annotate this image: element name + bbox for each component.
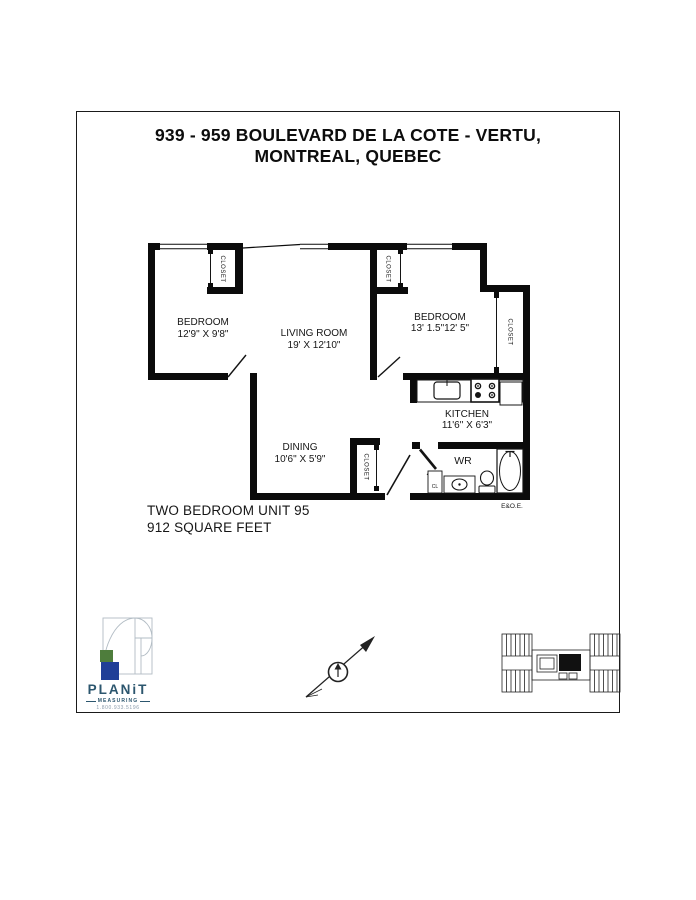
kitchen-name: KITCHEN — [445, 409, 489, 420]
logo-blue-square — [101, 662, 119, 680]
title-line1: 939 - 959 BOULEVARD DE LA COTE - VERTU, — [154, 125, 542, 145]
vanity-sink — [444, 476, 475, 493]
bedroom-left-name: BEDROOM — [177, 317, 229, 328]
closet-label-dining: CLOSET — [362, 453, 369, 481]
fridge — [500, 382, 522, 405]
kitchen-sink — [434, 381, 460, 400]
bathtub — [497, 449, 523, 493]
toilet — [479, 471, 495, 493]
dining-name: DINING — [282, 442, 318, 453]
highlighted-unit — [559, 654, 581, 671]
planit-logo — [86, 615, 150, 711]
windows — [160, 243, 452, 250]
bedroom-right-name: BEDROOM — [414, 312, 466, 323]
page-title — [76, 125, 620, 167]
golden-ratio-icon — [100, 615, 156, 681]
closet-label-top-left: CLOSET — [219, 255, 225, 283]
living-room-dims: 19' X 12'10" — [287, 340, 341, 351]
north-arrow — [298, 627, 393, 702]
logo-green-square — [100, 650, 113, 662]
bedroom-right-dims: 13' 1.5"12' 5" — [410, 323, 470, 334]
washroom-label: WR — [454, 455, 472, 467]
unit-area: 912 SQUARE FEET — [147, 520, 272, 535]
washroom-fixtures — [428, 449, 523, 493]
floor-plan — [140, 228, 540, 513]
walls — [148, 243, 530, 500]
logo-tagline: MEASURING — [86, 698, 150, 704]
closet-label-top-right: CLOSET — [384, 255, 391, 283]
logo-phone: 1.800.933.5196 — [96, 705, 140, 711]
living-room-name: LIVING ROOM — [280, 328, 348, 339]
bedroom-left-dims: 12'9" X 9'8" — [177, 329, 229, 340]
stove — [471, 379, 499, 402]
eoe-note: E&O.E. — [501, 503, 523, 510]
key-plan — [500, 630, 622, 696]
title-line2: MONTREAL, QUEBEC — [254, 146, 442, 166]
unit-summary — [147, 502, 310, 536]
dining-dims: 10'6" X 5'9" — [274, 454, 326, 465]
unit-name: TWO BEDROOM UNIT 95 — [147, 503, 310, 518]
kitchen-dims: 11'6" X 6'3" — [441, 420, 493, 431]
kitchen-fixtures — [417, 379, 523, 405]
logo-brand: PLANiT — [87, 682, 149, 697]
cl-label: CL — [431, 484, 439, 490]
closet-label-east: CLOSET — [506, 318, 513, 346]
